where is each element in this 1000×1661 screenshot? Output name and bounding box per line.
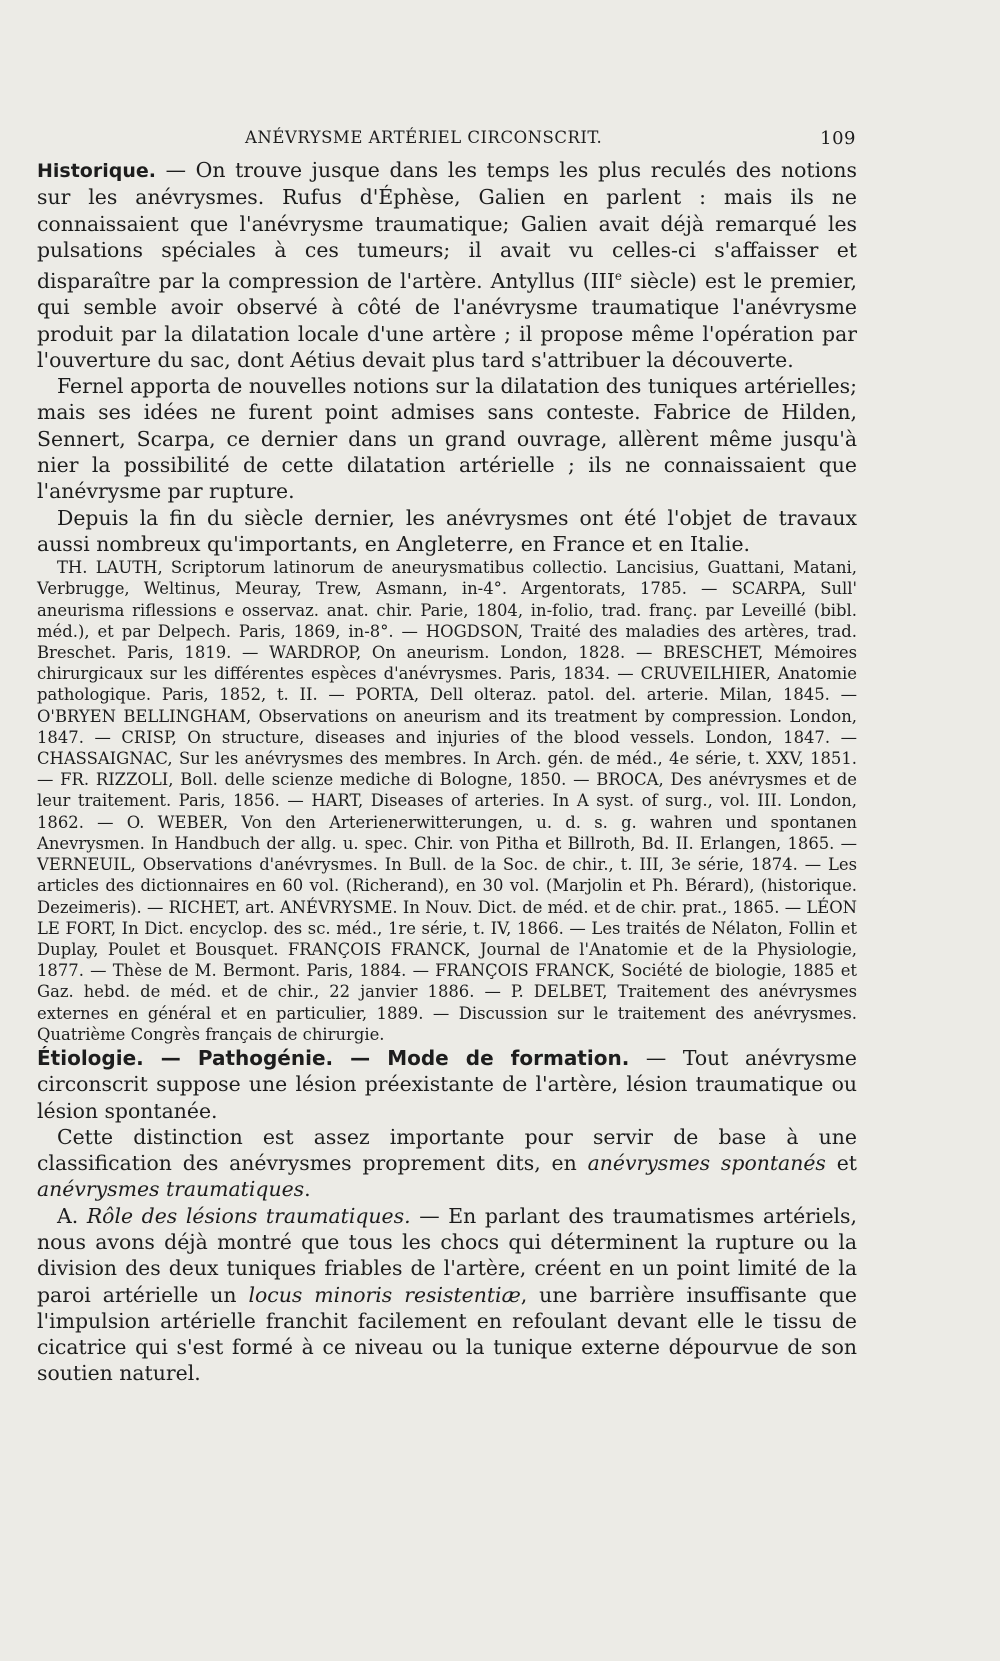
historique-heading: Historique. <box>37 160 156 182</box>
etiologie-text-2-mid: et <box>825 1151 857 1176</box>
etiologie-paragraph-1 <box>37 1045 857 1124</box>
historique-text-1-rest: siècle) est le premier, qui semble avoir observé à côté de l'anévrysme traumatique l'anévrysme produit par la dilatation locale d'une artère ; il propose même l'opération par l'ouverture du sac, dont Aétius devait plus tard s'attribuer la découverte. <box>37 268 857 372</box>
historique-paragraph-3: Depuis la fin du siècle dernier, les anévrysmes ont été l'objet de travaux aussi nombreux qu'importants, en Angleterre, en France et en Italie. <box>37 505 857 556</box>
etiologie-text-2-start: Cette distinction est assez importante pour servir de base à une classification des anévrysmes proprement dits, en <box>37 1124 857 1176</box>
section-a-title: Rôle des lésions traumatiques. <box>86 1203 411 1228</box>
etiologie-text-1: — Tout anévrysme circonscrit suppose une lésion préexistante de l'artère, lésion traumatique ou lésion spontanée. <box>37 1045 858 1123</box>
historique-text-1: — On trouve jusque dans les temps les plus reculés des notions sur les anévrysmes. Rufus d'Éphèse, Galien en parlent : mais ils ne connaissaient que l'anévrysme traumatique; Galien avait déjà remarqué les pulsations spéciales à ces tumeurs; il avait vu celles-ci s'affaisser et disparaître par la compression de l'artère. Antyllus (III <box>37 158 857 293</box>
etiologie-heading: Étiologie. — Pathogénie. — Mode de formation. <box>37 1045 630 1070</box>
running-title: ANÉVRYSME ARTÉRIEL CIRCONSCRIT. <box>245 128 603 147</box>
page-number: 109 <box>820 128 856 149</box>
term-locus-minoris: locus minoris resistentiæ <box>248 1282 521 1307</box>
page-body <box>37 157 857 1387</box>
term-traumatiques: anévrysmes traumatiques <box>37 1177 305 1202</box>
etiologie-text-3-end: , une barrière insuffisante que l'impulsion artérielle franchit facilement en refoulant devant elle le tissu de cicatrice qui s'est formé à ce niveau ou la tunique externe dépourvue de son soutien naturel. <box>37 1282 857 1386</box>
bibliography-block: TH. LAUTH, Scriptorum latinorum de aneurysmatibus collectio. Lancisius, Guattani, Matani, Verbrugge, Weltinus, Meuray, Trew, Asmann, in-4°. Argentorats, 1785. — SCARPA, Sull' aneurisma riflessions e osservaz. anat. chir. Parie, 1804, in-folio, trad. franç. par Leveillé (bibl. méd.), et par Delpech. Paris, 1869, in-8°. — HOGDSON, Traité des maladies des artères, trad. Breschet. Paris, 1819. — WARDROP, On aneurism. London, 1828. — BRESCHET, Mémoires chirurgicaux sur les différentes espèces d'anévrysmes. Paris, 1834. — CRUVEILHIER, Anatomie pathologique. Paris, 1852, t. II. — PORTA, Dell olteraz. patol. del. arterie. Milan, 1845. — O'BRYEN BELLINGHAM, Observations on aneurism and its treatment by compression. London, 1847. — CRISP, On structure, diseases and injuries of the blood vessels. London, 1847. — CHASSAIGNAC, Sur les anévrysmes des membres. In Arch. gén. de méd., 4e série, t. XXV, 1851. — FR. RIZZOLI, Boll. delle scienze mediche di Bologne, 1850. — BROCA, Des anévrysmes et de leur traitement. Paris, 1856. — HART, Diseases of arteries. In A syst. of surg., vol. III. London, 1862. — O. WEBER, Von den Arterienerwitterungen, u. d. s. g. wahren und spontanen Anevrysmen. In Handbuch der allg. u. spec. Chir. von Pitha et Billroth, Bd. II. Erlangen, 1865. — VERNEUIL, Observations d'anévrysmes. In Bull. de la Soc. de chir., t. III, 3e série, 1874. — Les articles des dictionnaires en 60 vol. (Richerand), en 30 vol. (Marjolin et Ph. Bérard), (historique. Dezeimeris). — RICHET, art. ANÉVRYSME. In Nouv. Dict. de méd. et de chir. prat., 1865. — LÉON LE FORT, In Dict. encyclop. des sc. méd., 1re série, t. IV, 1866. — Les traités de Nélaton, Follin et Duplay, Poulet et Bousquet. FRANÇOIS FRANCK, Journal de l'Anatomie et de la Physiologie, 1877. — Thèse de M. Bermont. Paris, 1884. — FRANÇOIS FRANCK, Société de biologie, 1885 et Gaz. hebd. de méd. et de chir., 22 janvier 1886. — P. DELBET, Traitement des anévrysmes externes en général et en particulier, 1889. — Discussion sur le traitement des anévrysmes. Quatrième Congrès français de chirurgie. <box>37 558 857 1044</box>
etiologie-paragraph-3 <box>37 1203 857 1387</box>
term-spontanes: anévrysmes spontanés <box>587 1151 826 1176</box>
century-superscript: e <box>614 269 623 284</box>
historique-paragraph-2: Fernel apporta de nouvelles notions sur la dilatation des tuniques artérielles; mais ses idées ne furent point admises sans conteste. Fabrice de Hilden, Sennert, Scarpa, ce dernier dans un grand ouvrage, allèrent même jusqu'à nier la possibilité de cette dilatation artérielle ; ils ne connaissaient que l'anévrysme par rupture. <box>37 374 857 504</box>
historique-paragraph-1 <box>37 157 857 373</box>
etiologie-paragraph-2 <box>37 1124 857 1203</box>
etiologie-text-3-start: — En parlant des traumatismes artériels, nous avons déjà montré que tous les chocs qui déterminent la rupture ou la division des deux tuniques friables de l'artère, créent en un point limité de la paroi artérielle un <box>37 1203 857 1307</box>
etiologie-text-2-end: . <box>304 1177 311 1202</box>
section-a-label: A. <box>57 1203 87 1228</box>
